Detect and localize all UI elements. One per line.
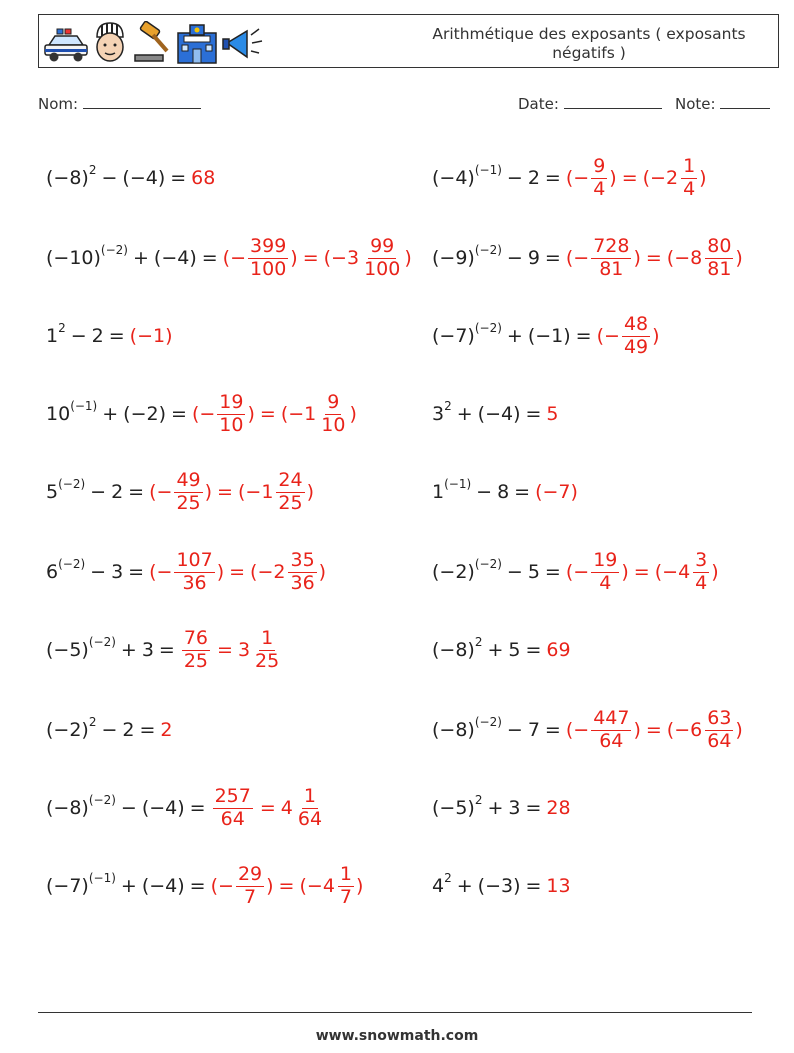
answer-paren-open: (− — [149, 561, 173, 583]
answer-fraction — [248, 234, 288, 280]
problem-expression: (−2) $^{(-2)}$ − 5 = — [432, 557, 561, 583]
expression-operand: 2 — [122, 719, 135, 741]
fraction-numerator: 9 — [327, 390, 340, 413]
fraction-numerator: 99 — [370, 234, 395, 257]
expression-operator: + — [120, 875, 137, 897]
problem-answer — [565, 234, 743, 280]
problem-item — [46, 228, 412, 288]
mixed-fraction — [276, 468, 304, 514]
problem-item — [432, 856, 571, 916]
fraction-numerator: 1 — [303, 784, 317, 807]
answer-paren-open: (− — [222, 247, 247, 269]
mixed-paren-close: ) — [318, 561, 327, 583]
fraction-numerator: 19 — [593, 548, 618, 571]
equals-sign: = — [544, 561, 561, 583]
problem-item — [46, 542, 326, 602]
problem-answer — [149, 468, 315, 514]
expression-operator: − — [506, 561, 523, 583]
mixed-fraction — [362, 234, 402, 280]
mixed-paren-open: (− — [237, 481, 262, 503]
expression-operator: + — [102, 403, 119, 425]
equals-sign: = — [171, 403, 187, 425]
expression-operand: (−4) — [141, 797, 185, 819]
equals-sign: = — [525, 797, 542, 819]
problem-expression: (−8) $^2$ + 5 = — [432, 635, 542, 661]
expression-operator: + — [456, 875, 473, 897]
answer-fraction — [217, 390, 245, 436]
answer-fraction — [591, 234, 631, 280]
problem-answer — [546, 797, 570, 819]
equals-sign: = — [128, 481, 145, 503]
mixed-fraction — [705, 234, 733, 280]
fraction-denominator: 25 — [278, 491, 303, 514]
equals-sign: = — [189, 797, 206, 819]
mixed-paren-open: (− — [299, 875, 323, 897]
problem-item — [432, 620, 571, 680]
fraction-numerator: 399 — [250, 234, 287, 257]
problem-item — [432, 148, 707, 208]
expression-operator: − — [120, 797, 137, 819]
mixed-paren-open: (− — [654, 561, 679, 583]
answer-equals: = — [229, 561, 246, 583]
note-blank[interactable] — [720, 94, 770, 109]
answer-paren-close: ) — [633, 719, 641, 741]
footer-url: www.snowmath.com — [315, 1028, 479, 1044]
problem-item — [46, 778, 326, 838]
fraction-numerator: 1 — [339, 862, 352, 885]
answer-equals: = — [278, 875, 295, 897]
problem-item — [432, 778, 571, 838]
problem-answer — [535, 481, 578, 503]
problem-answer — [211, 784, 326, 830]
expression-operand: 9 — [527, 247, 540, 269]
expression-base: 6 — [46, 561, 59, 583]
mixed-whole-number: 3 — [237, 639, 251, 661]
mixed-whole-number: 2 — [273, 561, 286, 583]
problem-expression: 4 $^2$ + (−3) = — [432, 871, 542, 897]
problem-expression: (−4) $^{(-1)}$ − 2 = — [432, 163, 561, 189]
mixed-paren-close: ) — [699, 167, 707, 189]
problem-item — [46, 306, 173, 366]
problem-expression: 10 $^{(-1)}$ + (−2) = — [46, 399, 187, 425]
answer-fraction — [591, 706, 631, 752]
equals-sign: = — [170, 167, 187, 189]
answer-fraction — [236, 862, 264, 908]
fraction-denominator: 10 — [219, 413, 244, 436]
mixed-whole-number: 2 — [665, 167, 679, 189]
answer-equals: = — [302, 247, 319, 269]
expression-operator: − — [90, 481, 107, 503]
name-field[interactable] — [38, 94, 201, 113]
mixed-paren-open: (− — [323, 247, 347, 269]
equals-sign: = — [158, 639, 175, 661]
fraction-numerator: 24 — [278, 468, 303, 491]
expression-base: 1 — [46, 325, 59, 347]
problem-expression: 1 $^{(-1)}$ − 8 = — [432, 477, 531, 503]
mixed-fraction — [338, 862, 354, 908]
fraction-denominator: 81 — [599, 257, 624, 280]
answer-paren-close: ) — [652, 325, 660, 347]
fraction-numerator: 1 — [683, 154, 696, 177]
expression-operator: + — [456, 403, 473, 425]
fraction-denominator: 81 — [707, 257, 732, 280]
answer-paren-close: ) — [204, 481, 213, 503]
answer-paren-open: (− — [149, 481, 173, 503]
expression-operator: − — [476, 481, 493, 503]
expression-base: 1 — [432, 481, 445, 503]
mixed-whole-number: 8 — [690, 247, 703, 269]
answer-paren-open: (− — [565, 167, 590, 189]
problem-item — [432, 542, 719, 602]
problem-answer — [546, 875, 570, 897]
problem-answer — [180, 626, 283, 672]
mixed-paren-close: ) — [711, 561, 719, 583]
fraction-numerator: 107 — [176, 548, 213, 571]
fraction-numerator: 63 — [707, 706, 732, 729]
problem-item — [46, 856, 363, 916]
problem-item — [432, 228, 743, 288]
fraction-numerator: 447 — [593, 706, 630, 729]
fraction-denominator: 36 — [290, 571, 315, 594]
megaphone-icon — [221, 21, 265, 65]
expression-operand: 3 — [111, 561, 124, 583]
expression-operator: + — [506, 325, 523, 347]
expression-operand: (−4) — [153, 247, 197, 269]
expression-operand: (−4) — [141, 875, 185, 897]
mixed-paren-open: (− — [666, 719, 691, 741]
answer-fraction — [591, 548, 619, 594]
answer-paren-close: ) — [633, 247, 641, 269]
problem-answer — [565, 548, 719, 594]
problem-item — [46, 148, 215, 208]
answer-fraction — [174, 548, 214, 594]
answer-fraction — [622, 312, 650, 358]
expression-base: (−7) — [432, 325, 475, 347]
answer-value: 13 — [546, 875, 571, 897]
problem-expression: (−5) $^{(-2)}$ + 3 = — [46, 635, 175, 661]
date-field[interactable] — [518, 94, 662, 113]
mixed-whole-number: 6 — [690, 719, 703, 741]
expression-operator: − — [90, 561, 107, 583]
expression-base: 5 — [46, 481, 59, 503]
mixed-whole-number: 1 — [304, 403, 317, 425]
fraction-numerator: 49 — [176, 468, 201, 491]
expression-base: (−8) — [46, 797, 89, 819]
problem-expression: (−8) $^{(-2)}$ − 7 = — [432, 715, 561, 741]
expression-base: (−8) — [46, 167, 89, 189]
equals-sign: = — [544, 167, 561, 189]
fraction-numerator: 19 — [219, 390, 244, 413]
problem-expression: (−8) $^2$ − (−4) = — [46, 163, 187, 189]
problem-answer — [160, 719, 172, 741]
mixed-fraction — [296, 784, 324, 830]
problem-item — [46, 700, 173, 760]
expression-operand: (−4) — [477, 403, 521, 425]
answer-fraction — [591, 154, 607, 200]
equals-sign: = — [544, 247, 561, 269]
equals-sign: = — [525, 403, 542, 425]
header-icons — [43, 19, 265, 65]
answer-equals: = — [217, 639, 233, 661]
problem-expression: 5 $^{(-2)}$ − 2 = — [46, 477, 145, 503]
date-blank[interactable] — [564, 94, 662, 109]
mixed-paren-close: ) — [349, 403, 357, 425]
prisoner-icon — [91, 21, 129, 65]
equals-sign: = — [189, 875, 206, 897]
equals-sign: = — [201, 247, 218, 269]
expression-operator: + — [120, 639, 137, 661]
problem-answer — [546, 403, 558, 425]
expression-base: (−2) — [46, 719, 89, 741]
answer-equals: = — [259, 403, 276, 425]
answer-value: (−1) — [129, 325, 173, 347]
answer-paren-open: (− — [565, 719, 590, 741]
answer-paren-close: ) — [216, 561, 225, 583]
answer-equals: = — [633, 561, 650, 583]
problem-expression: (−2) $^2$ − 2 = — [46, 715, 156, 741]
answer-paren-close: ) — [266, 875, 274, 897]
answer-fraction — [174, 468, 202, 514]
problem-expression: 1 $^2$ − 2 = — [46, 321, 125, 347]
fraction-numerator: 80 — [707, 234, 732, 257]
footer-divider — [38, 1012, 752, 1013]
expression-operator: + — [487, 639, 504, 661]
equals-sign: = — [525, 875, 542, 897]
fraction-denominator: 7 — [339, 885, 352, 908]
problem-expression: (−8) $^{(-2)}$ − (−4) = — [46, 793, 206, 819]
expression-operand: 8 — [497, 481, 510, 503]
answer-value: 28 — [546, 797, 571, 819]
expression-operand: 2 — [527, 167, 540, 189]
expression-base: (−10) — [46, 247, 101, 269]
expression-operand: 2 — [91, 325, 104, 347]
expression-base: 4 — [432, 875, 445, 897]
expression-base: (−4) — [432, 167, 475, 189]
fraction-numerator: 3 — [695, 548, 708, 571]
fraction-denominator: 4 — [593, 177, 606, 200]
equals-sign: = — [575, 325, 592, 347]
problem-answer — [149, 548, 327, 594]
fraction-denominator: 4 — [683, 177, 696, 200]
fraction-denominator: 7 — [243, 885, 257, 908]
mixed-whole-number: 3 — [346, 247, 360, 269]
equals-sign: = — [128, 561, 145, 583]
expression-base: 10 — [46, 403, 71, 425]
mixed-paren-open: (− — [666, 247, 691, 269]
name-label: Nom: — [38, 95, 79, 113]
fraction-denominator: 64 — [297, 807, 323, 830]
fraction-denominator: 64 — [599, 729, 624, 752]
equals-sign: = — [544, 719, 561, 741]
fraction-numerator: 35 — [290, 548, 315, 571]
problem-expression: 3 $^2$ + (−4) = — [432, 399, 542, 425]
mixed-whole-number: 1 — [261, 481, 274, 503]
problem-expression: (−7) $^{(-1)}$ + (−4) = — [46, 871, 206, 897]
worksheet-header — [38, 14, 779, 68]
equals-sign: = — [514, 481, 531, 503]
problem-answer — [546, 639, 570, 661]
problem-answer — [191, 390, 357, 436]
expression-base: (−5) — [432, 797, 475, 819]
problem-item — [432, 384, 559, 444]
answer-paren-close: ) — [609, 167, 617, 189]
expression-base: (−8) — [432, 719, 475, 741]
mixed-paren-close: ) — [404, 247, 412, 269]
answer-paren-open: (− — [191, 403, 216, 425]
problem-expression: (−7) $^{(-2)}$ + (−1) = — [432, 321, 592, 347]
note-field[interactable] — [675, 94, 770, 113]
answer-equals: = — [645, 719, 662, 741]
worksheet-title: Arithmétique des exposants ( exposants négatifs ) — [432, 25, 746, 62]
fraction-denominator: 4 — [599, 571, 612, 594]
problem-answer — [565, 154, 707, 200]
expression-operator: − — [506, 719, 523, 741]
fraction-numerator: 9 — [593, 154, 606, 177]
answer-value: 69 — [546, 639, 571, 661]
expression-base: (−7) — [46, 875, 89, 897]
answer-value: 68 — [191, 167, 216, 189]
mixed-fraction — [705, 706, 733, 752]
problem-item — [432, 462, 578, 522]
fraction-denominator: 64 — [707, 729, 732, 752]
expression-base: (−9) — [432, 247, 475, 269]
expression-operand: 2 — [111, 481, 124, 503]
fraction-denominator: 100 — [364, 257, 401, 280]
answer-fraction — [182, 626, 210, 672]
mixed-fraction — [693, 548, 709, 594]
answer-equals: = — [621, 167, 638, 189]
expression-operator: − — [506, 167, 523, 189]
expression-operator: + — [132, 247, 149, 269]
mixed-fraction — [681, 154, 697, 200]
mixed-whole-number: 4 — [678, 561, 691, 583]
expression-operand: 7 — [527, 719, 540, 741]
answer-equals: = — [645, 247, 662, 269]
name-blank[interactable] — [83, 94, 201, 109]
answer-value: (−7) — [535, 481, 578, 503]
fraction-denominator: 100 — [250, 257, 287, 280]
expression-base: (−5) — [46, 639, 89, 661]
note-label: Note: — [675, 95, 716, 113]
answer-paren-open: (− — [210, 875, 234, 897]
mixed-paren-open: (− — [280, 403, 305, 425]
expression-operand: 5 — [508, 639, 521, 661]
answer-value: 5 — [546, 403, 559, 425]
mixed-fraction — [253, 626, 281, 672]
equals-sign: = — [525, 639, 542, 661]
equals-sign: = — [108, 325, 125, 347]
mixed-paren-close: ) — [735, 719, 743, 741]
police-station-icon — [175, 21, 219, 65]
expression-operand: (−2) — [123, 403, 167, 425]
expression-base: (−2) — [432, 561, 475, 583]
expression-operand: 5 — [527, 561, 540, 583]
fraction-denominator: 49 — [623, 335, 649, 358]
mixed-paren-open: (− — [250, 561, 274, 583]
fraction-denominator: 25 — [176, 491, 201, 514]
fraction-numerator: 728 — [593, 234, 630, 257]
problem-answer — [191, 167, 215, 189]
mixed-fraction — [319, 390, 347, 436]
answer-paren-close: ) — [290, 247, 298, 269]
mixed-paren-close: ) — [306, 481, 315, 503]
problem-answer — [565, 706, 743, 752]
expression-operator: − — [506, 247, 523, 269]
mixed-whole-number: 4 — [280, 797, 293, 819]
expression-operand: 3 — [141, 639, 154, 661]
problem-item — [432, 700, 743, 760]
problem-item — [432, 306, 660, 366]
mixed-fraction — [288, 548, 316, 594]
date-label: Date: — [518, 95, 559, 113]
fraction-numerator: 48 — [623, 312, 649, 335]
expression-base: 3 — [432, 403, 445, 425]
answer-equals: = — [217, 481, 233, 503]
answer-paren-close: ) — [621, 561, 629, 583]
expression-operator: − — [101, 719, 118, 741]
mixed-paren-close: ) — [356, 875, 364, 897]
answer-paren-open: (− — [565, 561, 590, 583]
problem-expression: 6 $^{(-2)}$ − 3 = — [46, 557, 145, 583]
expression-operator: + — [487, 797, 504, 819]
problem-answer — [596, 312, 660, 358]
gavel-icon — [131, 21, 173, 65]
expression-operand: (−3) — [477, 875, 521, 897]
expression-operand: 3 — [508, 797, 521, 819]
fraction-denominator: 25 — [183, 649, 209, 672]
answer-equals: = — [259, 797, 276, 819]
problem-item — [46, 384, 357, 444]
problem-answer — [130, 325, 173, 347]
answer-value: 2 — [160, 719, 173, 741]
problem-expression: (−5) $^2$ + 3 = — [432, 793, 542, 819]
mixed-paren-close: ) — [735, 247, 743, 269]
expression-operator: − — [70, 325, 87, 347]
mixed-paren-open: (− — [642, 167, 666, 189]
problem-expression: (−9) $^{(-2)}$ − 9 = — [432, 243, 561, 269]
problem-answer — [222, 234, 412, 280]
expression-base: (−8) — [432, 639, 475, 661]
equals-sign: = — [139, 719, 156, 741]
expression-operand: (−1) — [527, 325, 571, 347]
fraction-denominator: 64 — [220, 807, 245, 830]
problem-item — [46, 620, 283, 680]
answer-paren-close: ) — [247, 403, 255, 425]
expression-operand: (−4) — [122, 167, 166, 189]
answer-paren-open: (− — [596, 325, 620, 347]
police-car-icon — [43, 23, 89, 65]
problem-item — [46, 462, 314, 522]
problem-expression: (−10) $^{(-2)}$ + (−4) = — [46, 243, 218, 269]
fraction-numerator: 257 — [214, 784, 251, 807]
fraction-numerator: 1 — [261, 626, 274, 649]
answer-fraction — [213, 784, 253, 830]
expression-operator: − — [101, 167, 118, 189]
fraction-numerator: 29 — [237, 862, 263, 885]
fraction-denominator: 36 — [182, 571, 207, 594]
answer-paren-open: (− — [565, 247, 590, 269]
fraction-denominator: 4 — [695, 571, 708, 594]
fraction-denominator: 10 — [321, 413, 346, 436]
fraction-numerator: 76 — [183, 626, 209, 649]
mixed-whole-number: 4 — [322, 875, 335, 897]
problem-answer — [210, 862, 364, 908]
fraction-denominator: 25 — [255, 649, 280, 672]
